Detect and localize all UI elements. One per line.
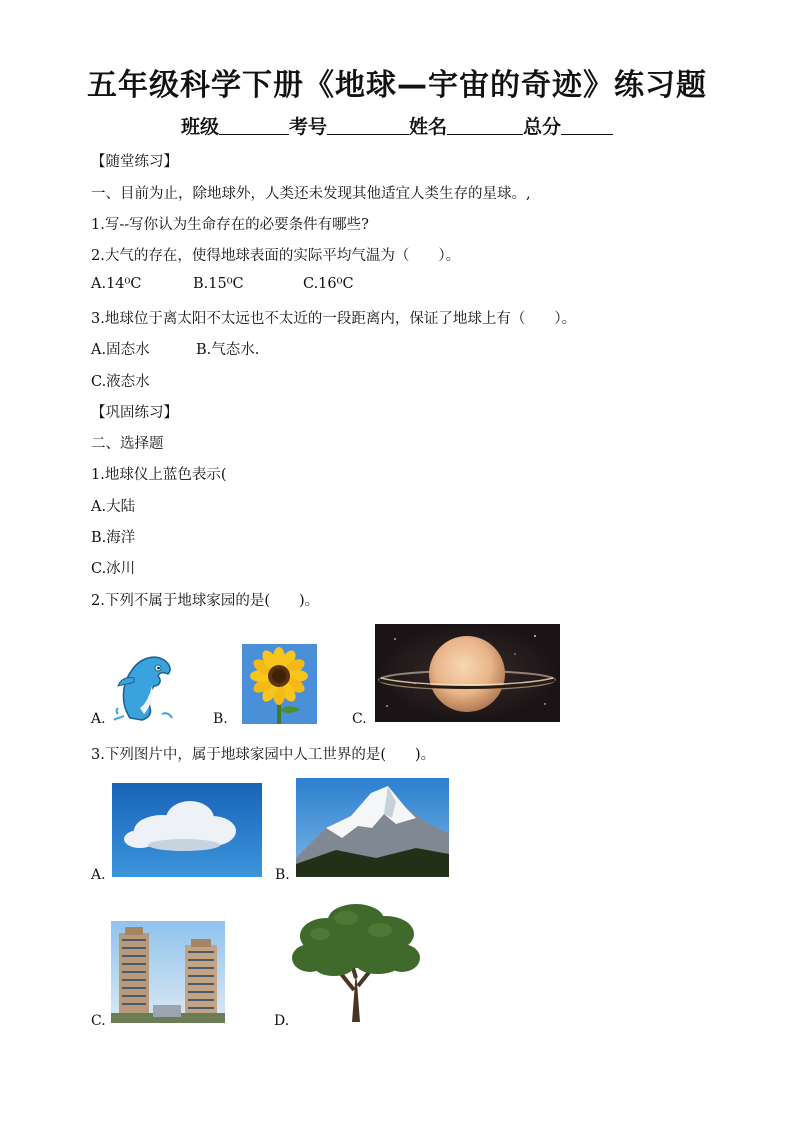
s1-question-3: 3.地球位于离太阳不太远也不太近的一段距离内，保证了地球上有（ ）。 [91, 311, 577, 327]
s1-q3-option-b: B.气态水. [196, 342, 260, 358]
s1-question-1: 1.写--写你认为生命存在的必要条件有哪些? [91, 217, 369, 233]
s2-q2-label-c: C. [352, 711, 367, 727]
sunflower-image [242, 644, 317, 724]
s1-q2-option-b: B.15⁰C [193, 276, 244, 292]
s2-q1-option-b: B.海洋 [91, 530, 136, 546]
s2-q2-label-a: A. [91, 711, 106, 727]
score-blank [561, 116, 613, 135]
s2-q1-option-a: A.大陆 [91, 499, 136, 515]
s2-q3-label-a: A. [91, 867, 106, 883]
class-blank [219, 116, 289, 135]
student-info-line [0, 112, 794, 139]
section2-intro: 二、选择题 [91, 436, 164, 452]
s2-question-1: 1.地球仪上蓝色表示( [91, 467, 227, 483]
s1-q2-option-c: C.16⁰C [303, 276, 354, 292]
tree-image [290, 900, 422, 1024]
saturn-planet-image [375, 624, 560, 722]
cloud-image [112, 783, 262, 877]
section-header-consolidation: 【巩固练习】 [91, 405, 178, 421]
page-title: 五年级科学下册《地球—宇宙的奇迹》练习题 [87, 68, 707, 103]
snow-mountain-image [296, 778, 449, 877]
name-label: 姓名 [409, 116, 448, 138]
s2-q3-label-b: B. [275, 867, 290, 883]
dolphin-image [110, 648, 178, 724]
s1-q2-option-a: A.14⁰C [91, 276, 142, 292]
s2-q1-option-c: C.冰川 [91, 561, 136, 577]
s2-question-3: 3.下列图片中，属于地球家园中人工世界的是( )。 [91, 747, 436, 763]
s2-question-2: 2.下列不属于地球家园的是( )。 [91, 593, 320, 609]
class-label: 班级 [180, 116, 219, 138]
s1-q3-option-a: A.固态水 [91, 342, 150, 358]
s1-q3-option-c: C.液态水 [91, 374, 150, 390]
s2-q3-label-d: D. [274, 1013, 290, 1029]
exam-no-blank [327, 116, 409, 135]
section-header-practice: 【随堂练习】 [91, 154, 178, 170]
exam-no-label: 考号 [288, 116, 327, 138]
s1-question-2: 2.大气的存在，使得地球表面的实际平均气温为（ ）。 [91, 248, 461, 264]
section1-intro: 一、目前为止，除地球外，人类还未发现其他适宜人类生存的星球。, [91, 186, 531, 202]
name-blank [447, 116, 523, 135]
buildings-image [111, 921, 225, 1023]
score-label: 总分 [523, 116, 562, 138]
s2-q3-label-c: C. [91, 1013, 106, 1029]
s2-q2-label-b: B. [213, 711, 228, 727]
